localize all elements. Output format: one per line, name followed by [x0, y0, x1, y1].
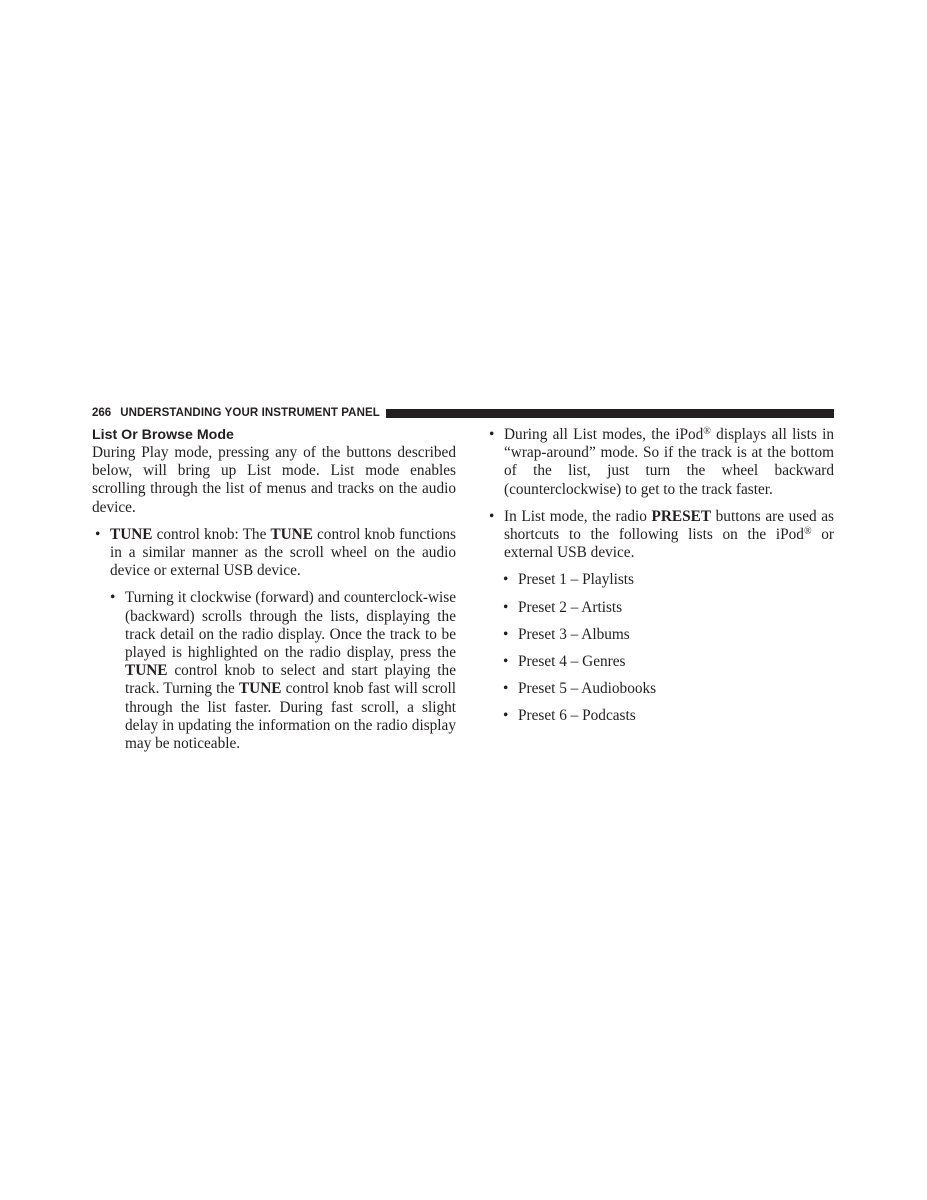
bullet-text: During all List modes, the iPod: [504, 426, 704, 443]
bullet-tune-knob: [92, 526, 456, 581]
preset-item: • Preset 6 – Podcasts: [486, 707, 834, 725]
registered-mark: ®: [803, 526, 812, 538]
left-column: [92, 426, 456, 762]
section-heading: List Or Browse Mode: [92, 427, 234, 443]
bullet-text: control knob to select and start playing the track. Turning the: [125, 662, 456, 698]
section-title: UNDERSTANDING YOUR INSTRUMENT PANEL: [120, 407, 380, 419]
page-header: [92, 405, 834, 421]
bullet-text: buttons are used as shortcuts to the following lists on the iPod: [504, 507, 834, 544]
bullet-text: control knob fast will scroll through the list faster. During fast scroll, a slight delay in updating the information on the radio display may be noticeable.: [125, 680, 456, 753]
bullet-text: control knob functions in a similar manner as the scroll wheel on the audio device or external USB device.: [110, 525, 457, 580]
bullet-text: or external USB device.: [504, 526, 834, 562]
bold-term: TUNE: [270, 525, 313, 543]
bullet-text: displays all lists in “wrap-around” mode. So if the track is at the bottom of the list, just turn the wheel backward (counterclockwise) to get to the track faster.: [504, 426, 834, 498]
bold-term: TUNE: [238, 680, 282, 698]
bold-term: TUNE: [125, 662, 168, 680]
bullet-text: In List mode, the radio: [504, 507, 652, 525]
preset-item: • Preset 2 – Artists: [486, 599, 834, 617]
bullet-wrap-around: [486, 426, 834, 499]
intro-paragraph: During Play mode, pressing any of the buttons described below, will bring up List mode. List mode enables scrolling through the list of menus and tracks on the audio device.: [92, 444, 456, 516]
preset-item: • Preset 5 – Audiobooks: [486, 680, 834, 698]
header-rule: [386, 409, 834, 418]
bullet-text: control knob: The: [152, 525, 271, 543]
bullet-preset-buttons: [486, 508, 834, 563]
sub-bullet-turning: [92, 589, 456, 753]
preset-item: • Preset 4 – Genres: [486, 653, 834, 671]
preset-item: • Preset 3 – Albums: [486, 626, 834, 644]
right-column: [486, 426, 834, 735]
page-number: 266: [92, 407, 112, 419]
preset-item: • Preset 1 – Playlists: [486, 571, 834, 589]
registered-mark: ®: [703, 426, 711, 437]
bold-term: PRESET: [651, 507, 712, 525]
bold-term: TUNE: [110, 525, 153, 543]
bullet-text: Turning it clockwise (forward) and counterclock-wise (backward) scrolls through the lists, displaying the track detail on the radio display. Once the track to be played is highlighted on the radio display, press the: [125, 589, 456, 662]
